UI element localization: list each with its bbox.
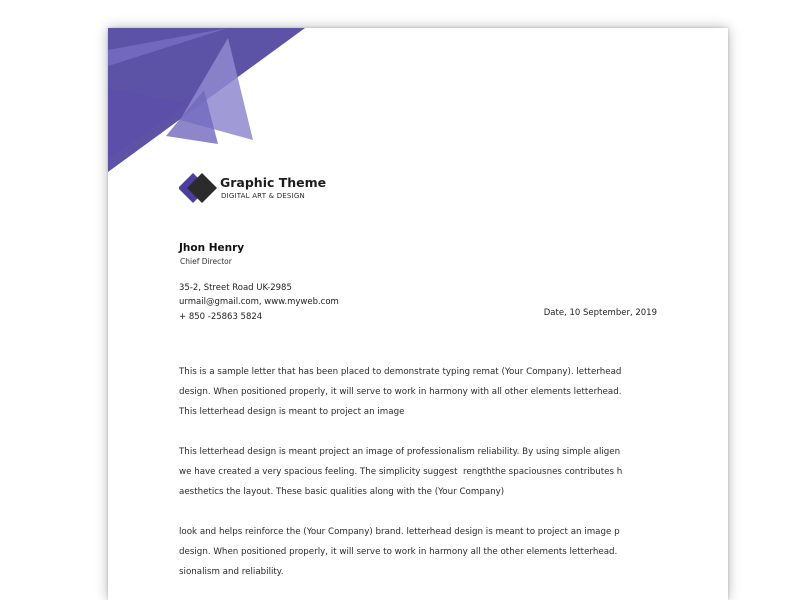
sender-contact: urmail@gmail.com, www.myweb.com (179, 297, 339, 307)
sender-title: Chief Director (180, 257, 232, 266)
body-line: aesthetics the layout. These basic qualities along with the (Your Company) (179, 487, 505, 497)
company-tagline: DIGITAL ART & DESIGN (221, 192, 305, 200)
corner-triangles-decoration (108, 28, 308, 178)
sender-name: Jhon Henry (179, 242, 245, 254)
sender-address: 35-2, Street Road UK-2985 (179, 283, 292, 293)
body-line: design. When positioned properly, it will serve to work in harmony all the other elements letterhead. (179, 547, 618, 557)
body-line: This letterhead design is meant project an image of professionalism reliability. By using simple aligen (179, 447, 621, 457)
letterhead-page (108, 28, 728, 600)
sender-phone: + 850 -25863 5824 (179, 312, 263, 322)
body-line: we have created a very spacious feeling. The simplicity suggest rengththe spaciousnes contributes h (179, 467, 623, 477)
body-line: look and helps reinforce the (Your Company) brand. letterhead design is meant to project an image p (179, 527, 620, 537)
letter-date: Date, 10 September, 2019 (543, 308, 657, 318)
body-line: This letterhead design is meant to project an image (179, 407, 405, 417)
body-line: design. When positioned properly, it will serve to work in harmony with all other elements letterhead. (179, 387, 622, 397)
logo-diamond-icon (179, 172, 219, 206)
body-line: sionalism and reliability. (179, 567, 284, 577)
body-line: This is a sample letter that has been placed to demonstrate typing remat (Your Company). letterhead (179, 367, 622, 377)
company-name: Graphic Theme (220, 175, 327, 190)
company-logo (179, 172, 359, 206)
